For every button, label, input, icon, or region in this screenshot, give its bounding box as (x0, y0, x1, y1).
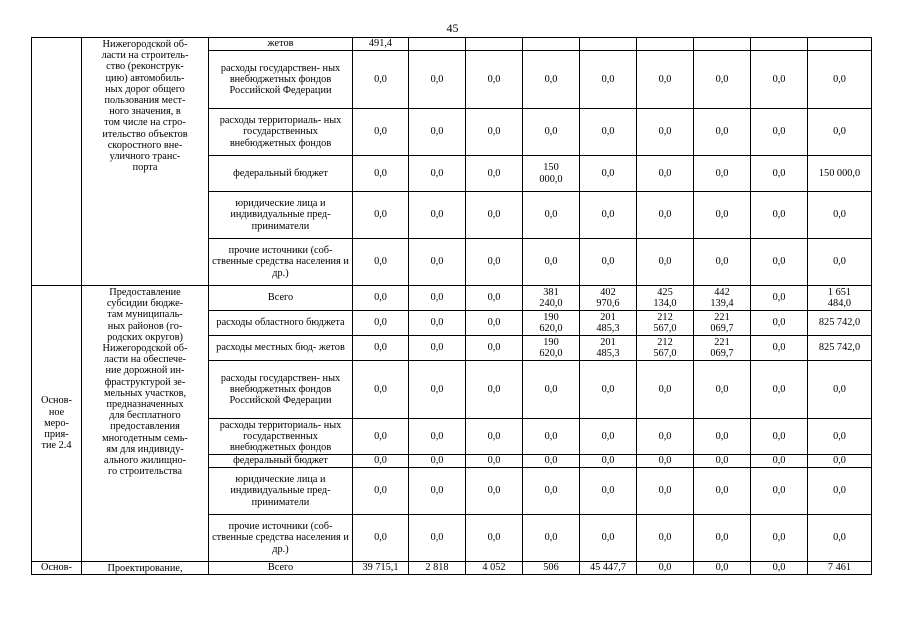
value-cell: 39 715,1 (353, 562, 409, 575)
value-cell: 0,0 (353, 156, 409, 192)
value-cell: 0,0 (409, 515, 466, 562)
funding-source-cell: прочие источники (соб- ственные средства населения и др.) (209, 239, 353, 286)
value-cell: 0,0 (466, 51, 523, 109)
value-cell: 0,0 (353, 192, 409, 239)
value-cell: 0,0 (694, 468, 751, 515)
value-cell: 0,0 (751, 361, 808, 419)
value-cell: 0,0 (751, 109, 808, 156)
value-cell: 0,0 (637, 515, 694, 562)
value-cell: 0,0 (751, 336, 808, 361)
value-cell: 0,0 (523, 51, 580, 109)
table-row (32, 38, 872, 51)
funding-source-cell: расходы областного бюджета (209, 311, 353, 336)
value-cell: 0,0 (694, 562, 751, 575)
value-cell: 0,0 (580, 515, 637, 562)
value-cell: 0,0 (353, 455, 409, 468)
value-cell: 0,0 (808, 515, 872, 562)
value-cell: 0,0 (466, 156, 523, 192)
value-cell: 0,0 (694, 361, 751, 419)
value-cell: 0,0 (580, 419, 637, 455)
value-cell: 0,0 (694, 51, 751, 109)
value-cell: 0,0 (409, 468, 466, 515)
value-cell: 0,0 (409, 286, 466, 311)
value-cell: 0,0 (694, 455, 751, 468)
value-cell: 221 069,7 (694, 336, 751, 361)
value-cell: 0,0 (751, 455, 808, 468)
value-cell: 0,0 (751, 515, 808, 562)
value-cell (808, 38, 872, 51)
value-cell: 4 052 (466, 562, 523, 575)
value-cell: 0,0 (353, 515, 409, 562)
value-cell: 0,0 (694, 515, 751, 562)
value-cell: 0,0 (353, 336, 409, 361)
value-cell: 0,0 (808, 419, 872, 455)
value-cell: 7 461 (808, 562, 872, 575)
value-cell: 0,0 (409, 156, 466, 192)
value-cell: 0,0 (523, 192, 580, 239)
funding-source-cell: Всего (209, 286, 353, 311)
table-row (32, 286, 872, 311)
funding-source-cell: расходы территориаль- ных государственных внебюджетных фондов (209, 109, 353, 156)
value-cell (466, 38, 523, 51)
value-cell: 0,0 (637, 361, 694, 419)
value-cell: 0,0 (637, 455, 694, 468)
value-cell: 0,0 (353, 311, 409, 336)
value-cell: 0,0 (409, 361, 466, 419)
value-cell: 0,0 (523, 109, 580, 156)
value-cell: 2 818 (409, 562, 466, 575)
measure-code-cell (32, 38, 82, 286)
value-cell: 0,0 (466, 455, 523, 468)
value-cell: 1 651 484,0 (808, 286, 872, 311)
measure-description-cell: Проектирование, (82, 562, 209, 575)
value-cell: 0,0 (580, 455, 637, 468)
value-cell: 0,0 (751, 239, 808, 286)
value-cell: 825 742,0 (808, 336, 872, 361)
value-cell: 201 485,3 (580, 336, 637, 361)
value-cell: 0,0 (466, 311, 523, 336)
value-cell: 0,0 (353, 109, 409, 156)
value-cell: 0,0 (751, 192, 808, 239)
value-cell: 0,0 (353, 286, 409, 311)
value-cell: 0,0 (409, 419, 466, 455)
value-cell: 0,0 (694, 109, 751, 156)
value-cell: 425 134,0 (637, 286, 694, 311)
value-cell: 0,0 (751, 419, 808, 455)
value-cell: 0,0 (637, 239, 694, 286)
value-cell: 0,0 (637, 468, 694, 515)
measure-description-cell: Нижегородской об- ласти на строитель- ство (реконструк- цию) автомобиль- ных дорог общего пользования мест- ного значения, в том числе на стро- ительство объектов скоростного вне- уличного транс- порта (82, 38, 209, 286)
value-cell: 0,0 (466, 468, 523, 515)
value-cell: 0,0 (466, 419, 523, 455)
value-cell: 190 620,0 (523, 311, 580, 336)
funding-source-cell: Всего (209, 562, 353, 575)
value-cell: 0,0 (637, 156, 694, 192)
value-cell: 0,0 (808, 455, 872, 468)
measure-code-cell: Основ- ное меро- прия- тие 2.4 (32, 286, 82, 562)
value-cell: 0,0 (409, 109, 466, 156)
value-cell: 0,0 (409, 311, 466, 336)
value-cell: 0,0 (751, 156, 808, 192)
value-cell: 0,0 (808, 361, 872, 419)
value-cell: 0,0 (808, 468, 872, 515)
value-cell: 150 000,0 (808, 156, 872, 192)
value-cell: 0,0 (694, 419, 751, 455)
value-cell: 0,0 (466, 286, 523, 311)
value-cell: 0,0 (751, 51, 808, 109)
value-cell: 212 567,0 (637, 311, 694, 336)
value-cell: 0,0 (637, 192, 694, 239)
value-cell: 0,0 (580, 239, 637, 286)
value-cell: 0,0 (808, 51, 872, 109)
value-cell (751, 38, 808, 51)
funding-source-cell: федеральный бюджет (209, 156, 353, 192)
value-cell: 0,0 (523, 361, 580, 419)
value-cell: 0,0 (580, 109, 637, 156)
funding-source-cell: жетов (209, 38, 353, 51)
page-number: 45 (446, 21, 459, 35)
value-cell: 0,0 (409, 192, 466, 239)
value-cell: 0,0 (637, 562, 694, 575)
funding-source-cell: юридические лица и индивидуальные пред- приниматели (209, 192, 353, 239)
value-cell: 0,0 (466, 336, 523, 361)
value-cell: 0,0 (409, 455, 466, 468)
value-cell: 0,0 (580, 468, 637, 515)
value-cell: 0,0 (523, 468, 580, 515)
value-cell: 825 742,0 (808, 311, 872, 336)
value-cell: 0,0 (466, 361, 523, 419)
value-cell: 0,0 (466, 192, 523, 239)
funding-source-cell: расходы территориаль- ных государственных внебюджетных фондов (209, 419, 353, 455)
funding-source-cell: прочие источники (соб- ственные средства населения и др.) (209, 515, 353, 562)
value-cell: 212 567,0 (637, 336, 694, 361)
value-cell: 221 069,7 (694, 311, 751, 336)
value-cell: 0,0 (808, 239, 872, 286)
value-cell: 0,0 (353, 239, 409, 286)
value-cell (409, 38, 466, 51)
value-cell: 381 240,0 (523, 286, 580, 311)
value-cell: 0,0 (523, 455, 580, 468)
value-cell (580, 38, 637, 51)
value-cell (637, 38, 694, 51)
value-cell: 506 (523, 562, 580, 575)
value-cell: 442 139,4 (694, 286, 751, 311)
measure-code-cell: Основ- (32, 562, 82, 575)
value-cell: 0,0 (751, 562, 808, 575)
value-cell: 0,0 (466, 515, 523, 562)
value-cell: 0,0 (580, 156, 637, 192)
value-cell: 0,0 (751, 286, 808, 311)
value-cell: 0,0 (523, 419, 580, 455)
value-cell: 0,0 (466, 239, 523, 286)
value-cell: 0,0 (694, 156, 751, 192)
value-cell: 190 620,0 (523, 336, 580, 361)
value-cell: 0,0 (353, 51, 409, 109)
value-cell: 0,0 (637, 51, 694, 109)
value-cell (523, 38, 580, 51)
value-cell: 0,0 (808, 192, 872, 239)
value-cell: 0,0 (353, 361, 409, 419)
value-cell: 0,0 (409, 336, 466, 361)
value-cell: 0,0 (694, 192, 751, 239)
value-cell: 402 970,6 (580, 286, 637, 311)
value-cell: 0,0 (353, 419, 409, 455)
value-cell: 0,0 (580, 51, 637, 109)
funding-source-cell: расходы государствен- ных внебюджетных фондов Российской Федерации (209, 51, 353, 109)
table-row (32, 562, 872, 575)
value-cell: 491,4 (353, 38, 409, 51)
value-cell (694, 38, 751, 51)
funding-source-cell: расходы местных бюд- жетов (209, 336, 353, 361)
value-cell: 0,0 (466, 109, 523, 156)
budget-table (31, 37, 872, 575)
value-cell: 0,0 (580, 192, 637, 239)
funding-source-cell: расходы государствен- ных внебюджетных фондов Российской Федерации (209, 361, 353, 419)
value-cell: 0,0 (409, 239, 466, 286)
value-cell: 0,0 (580, 361, 637, 419)
funding-source-cell: федеральный бюджет (209, 455, 353, 468)
value-cell: 150 000,0 (523, 156, 580, 192)
value-cell: 0,0 (751, 468, 808, 515)
value-cell: 0,0 (637, 419, 694, 455)
value-cell: 0,0 (637, 109, 694, 156)
value-cell: 0,0 (808, 109, 872, 156)
value-cell: 0,0 (523, 239, 580, 286)
value-cell: 0,0 (694, 239, 751, 286)
value-cell: 0,0 (353, 468, 409, 515)
value-cell: 0,0 (409, 51, 466, 109)
measure-description-cell: Предоставление субсидии бюдже- там муниципаль- ных районов (го- родских округов) Нижегородской об- ласти на обеспече- ние дорожной ин- фраструктурой зе- мельных участков, предназначенных для бесплатного предоставления многодетным семь- ям для индивиду- ального жилищно- го строительства (82, 286, 209, 562)
value-cell: 201 485,3 (580, 311, 637, 336)
value-cell: 0,0 (523, 515, 580, 562)
funding-source-cell: юридические лица и индивидуальные пред- приниматели (209, 468, 353, 515)
value-cell: 0,0 (751, 311, 808, 336)
value-cell: 45 447,7 (580, 562, 637, 575)
